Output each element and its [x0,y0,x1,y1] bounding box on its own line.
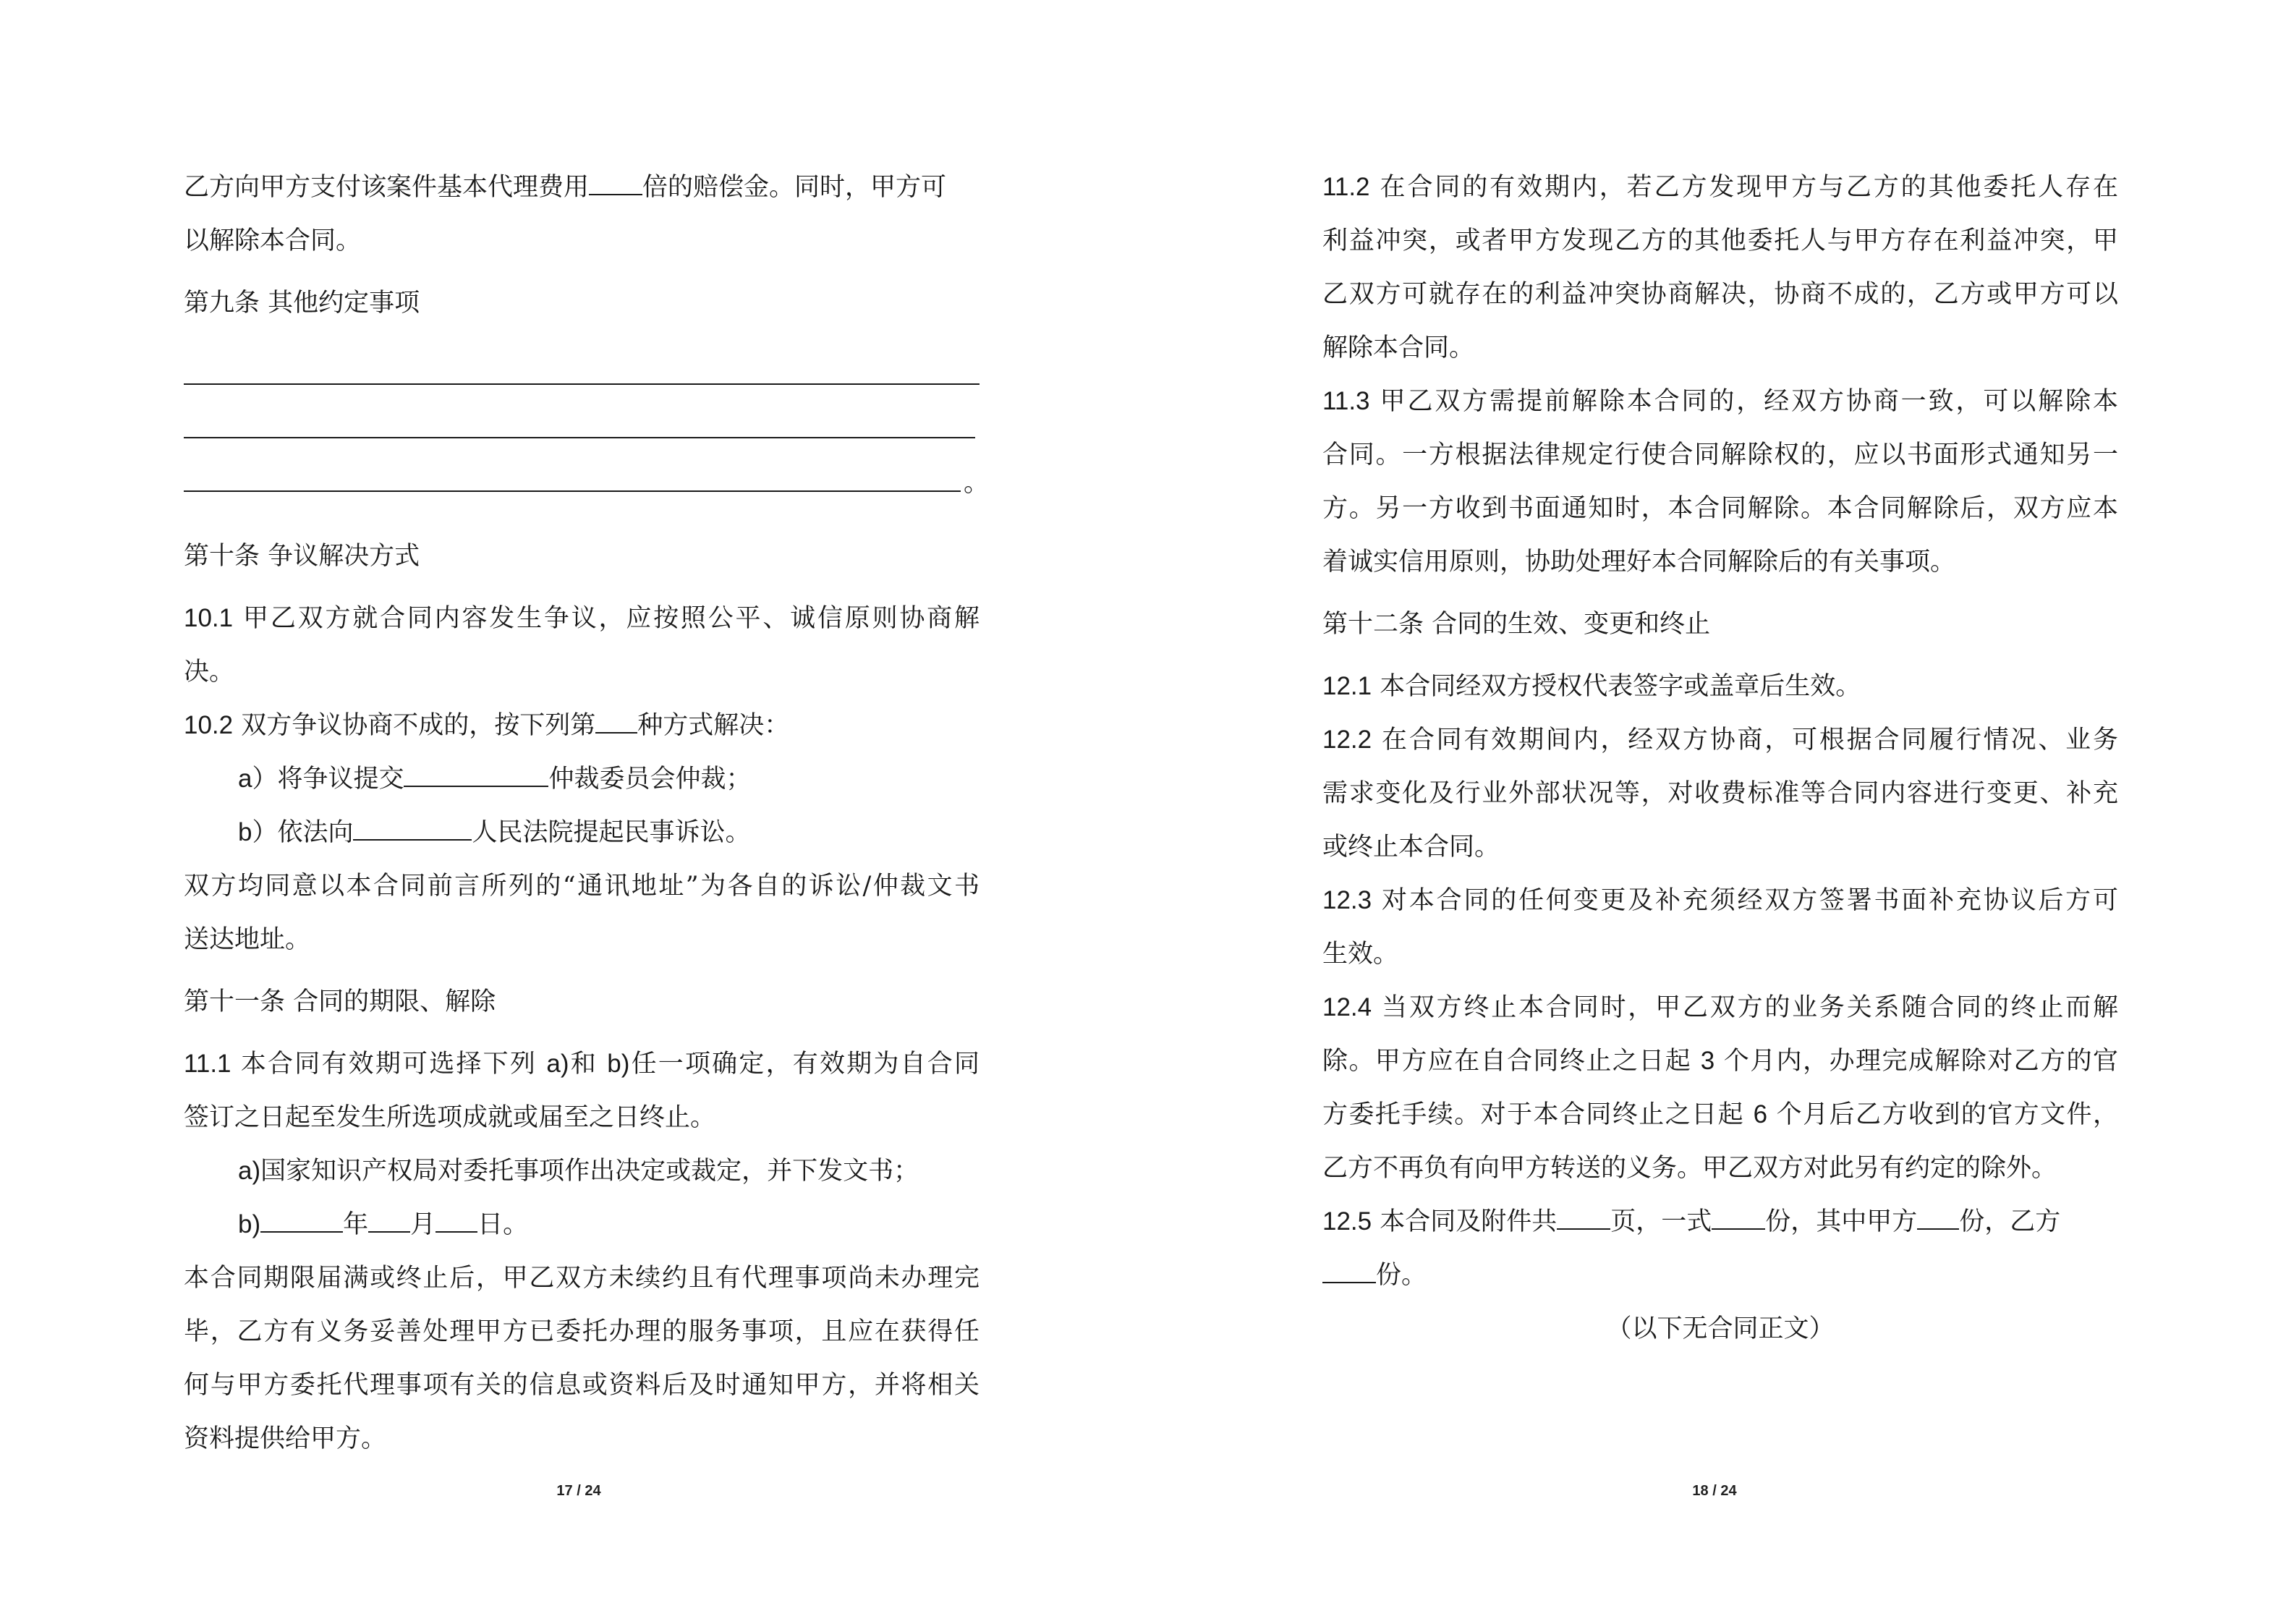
text-span: 份。 [1376,1261,1427,1290]
page-number: 18 / 24 [1692,1483,1737,1499]
text-span: 倍的赔偿金。同时，甲方可 [642,173,947,202]
fill-blank [435,1210,477,1233]
clause-11-end-line-4: 资料提供给甲方。 [184,1424,387,1453]
text-span: 个月后乙方收到的官方文件， [1767,1100,2118,1129]
text-span: 月 [410,1210,436,1239]
text-span: 份，其中甲方 [1765,1207,1918,1236]
blank-rule-line [184,346,980,399]
article-10-title: 第十条 争议解决方式 [184,542,420,571]
option-a [184,752,980,806]
rule [184,437,975,438]
text-line: 以解除本合同。 [184,226,362,255]
clause-11-1-line-1 [184,1037,980,1091]
clause-number: 10.2 [184,711,234,739]
option-label: b) [238,1210,261,1238]
fill-blank [1917,1207,1959,1230]
text-span: 仲裁委员会仲裁； [548,765,752,794]
text-span: 日。 [477,1210,529,1239]
page-17-body [184,161,990,1466]
text-span: 方委托手续。对于本合同终止之日起 [1322,1100,1754,1129]
clause-11-2-line-1 [1322,161,2118,214]
clause-12-4-line-2 [1322,1034,2118,1088]
clause-11-2-line-4: 解除本合同。 [1322,333,1475,362]
option-11-b [184,1198,980,1251]
text-span: 种方式解决： [637,711,790,740]
end-of-text-note: （以下无合同正文） [1606,1314,1835,1343]
clause-number: 11.2 [1322,173,1370,201]
clause-number: 12.1 [1322,672,1372,700]
clause-12-3-line-2: 生效。 [1322,940,1399,969]
fill-blank [589,172,642,195]
text-line [184,161,980,214]
clause-number: 12.4 [1322,993,1372,1021]
text-span: a) [546,1050,569,1078]
address-clause-line-2: 送达地址。 [184,925,311,954]
clause-12-2-line-1 [1322,713,2118,767]
text-span: 国家知识产权局对委托事项作出决定或裁定，并下发文书； [260,1157,919,1186]
clause-11-2-line-2: 利益冲突，或者甲方发现乙方的其他委托人与甲方存在利益冲突，甲 [1322,226,2118,255]
clause-12-2-line-3: 或终止本合同。 [1322,833,1500,862]
article-12-title: 第十二条 合同的生效、变更和终止 [1322,610,1711,639]
fill-blank [1557,1207,1610,1230]
fill-blank [260,1210,343,1233]
clause-number: 12.2 [1322,726,1372,754]
fill-blank [1712,1207,1765,1230]
clause-11-3-line-2: 合同。一方根据法律规定行使合同解除权的，应以书面形式通知另一 [1322,441,2118,469]
option-b [184,806,980,859]
article-11-title: 第十一条 合同的期限、解除 [184,987,496,1016]
clause-number: 11.1 [184,1050,231,1078]
clause-12-5-line-2 [1322,1249,2118,1302]
clause-number: 10.1 [184,604,234,632]
fill-blank [1322,1260,1376,1283]
period-mark: 。 [964,469,990,498]
clause-12-1 [1322,660,2118,713]
page-number: 17 / 24 [556,1483,601,1499]
clause-11-end-line-2: 毕，乙方有义务妥善处理甲方已委托办理的服务事项，且应在获得任 [184,1317,980,1346]
option-11-a [184,1144,980,1198]
clause-10-1-line-1 [184,592,980,645]
clause-12-5-line-1 [1322,1195,2118,1249]
option-label: a) [238,1157,261,1185]
text-span: 3 [1700,1047,1715,1075]
text-span: 在合同的有效期内，若乙方发现甲方与乙方的其他委托人存在 [1369,173,2118,202]
option-label: a [238,765,252,793]
text-span: 份，乙方 [1959,1207,2061,1236]
text-span: 除。甲方应在自合同终止之日起 [1322,1047,1701,1076]
article-9-title: 第九条 其他约定事项 [184,289,420,318]
text-span: 对本合同的任何变更及补充须经双方签署书面补充协议后方可 [1372,886,2118,915]
blank-rule-line [184,399,980,453]
text-span: 在合同有效期间内，经双方协商，可根据合同履行情况、业务 [1372,726,2118,754]
clause-12-4-line-3 [1322,1088,2118,1142]
text-span: 人民法院提起民事诉讼。 [472,818,751,847]
text-span: 甲乙双方就合同内容发生争议，应按照公平、诚信原则协商解 [233,604,980,633]
document-page-18 [1143,0,2286,1624]
text-span: ）将争议提交 [252,765,404,794]
address-clause-line-1: 双方均同意以本合同前言所列的“通讯地址”为各自的诉讼/仲裁文书 [184,872,980,901]
rule [184,383,980,385]
text-span: 本合同经双方授权代表签字或盖章后生效。 [1372,672,1861,701]
option-label: b [238,818,252,846]
fill-blank [353,817,472,841]
clause-11-3-line-1 [1322,375,2118,428]
text-span: 个月内，办理完成解除对乙方的官 [1714,1047,2118,1076]
fill-blank [404,764,548,787]
clause-11-end-line-1: 本合同期限届满或终止后，甲乙双方未续约且有代理事项尚未办理完 [184,1264,980,1293]
clause-11-3-line-3: 方。另一方收到书面通知时，本合同解除。本合同解除后，双方应本 [1322,494,2118,523]
clause-number: 12.3 [1322,886,1372,914]
fill-blank [595,710,637,734]
text-span: 页，一式 [1610,1207,1712,1236]
clause-12-3-line-1 [1322,874,2118,927]
clause-10-1-line-2: 决。 [184,658,235,686]
clause-11-end-line-3: 何与甲方委托代理事项有关的信息或资料后及时通知甲方，并将相关 [184,1371,980,1400]
clause-number: 12.5 [1322,1207,1372,1236]
text-span: 甲乙双方需提前解除本合同的，经双方协商一致，可以解除本 [1369,387,2118,416]
clause-12-4-line-1 [1322,981,2118,1034]
text-span: 和 [569,1050,608,1079]
text-span: 本合同有效期可选择下列 [231,1050,547,1079]
clause-11-2-line-3: 乙双方可就存在的利益冲突协商解决，协商不成的，乙方或甲方可以 [1322,280,2118,309]
blank-rule-line [184,453,990,506]
text-span: 当双方终止本合同时，甲乙双方的业务关系随合同的终止而解 [1372,993,2118,1022]
fill-blank [368,1210,410,1233]
text-span: ）依法向 [252,818,354,847]
text-span: 任一项确定，有效期为自合同 [629,1050,980,1079]
text-span: 乙方向甲方支付该案件基本代理费用 [184,173,590,202]
clause-number: 11.3 [1322,387,1370,415]
text-span: 年 [343,1210,369,1239]
clause-12-2-line-2: 需求变化及行业外部状况等，对收费标准等合同内容进行变更、补充 [1322,779,2118,808]
text-span: 双方争议协商不成的，按下列第 [233,711,596,740]
clause-12-4-line-4: 乙方不再负有向甲方转送的义务。甲乙双方对此另有约定的除外。 [1322,1154,2057,1183]
clause-10-2 [184,699,980,752]
clause-11-3-line-4: 着诚实信用原则，协助处理好本合同解除后的有关事项。 [1322,548,1956,577]
page-18-body [1322,161,2118,1356]
text-span: 本合同及附件共 [1372,1207,1558,1236]
clause-11-1-line-2: 签订之日起至发生所选项成就或届至之日终止。 [184,1103,716,1132]
rule [184,490,961,492]
text-span: b) [607,1050,630,1078]
text-span: 6 [1753,1100,1768,1128]
